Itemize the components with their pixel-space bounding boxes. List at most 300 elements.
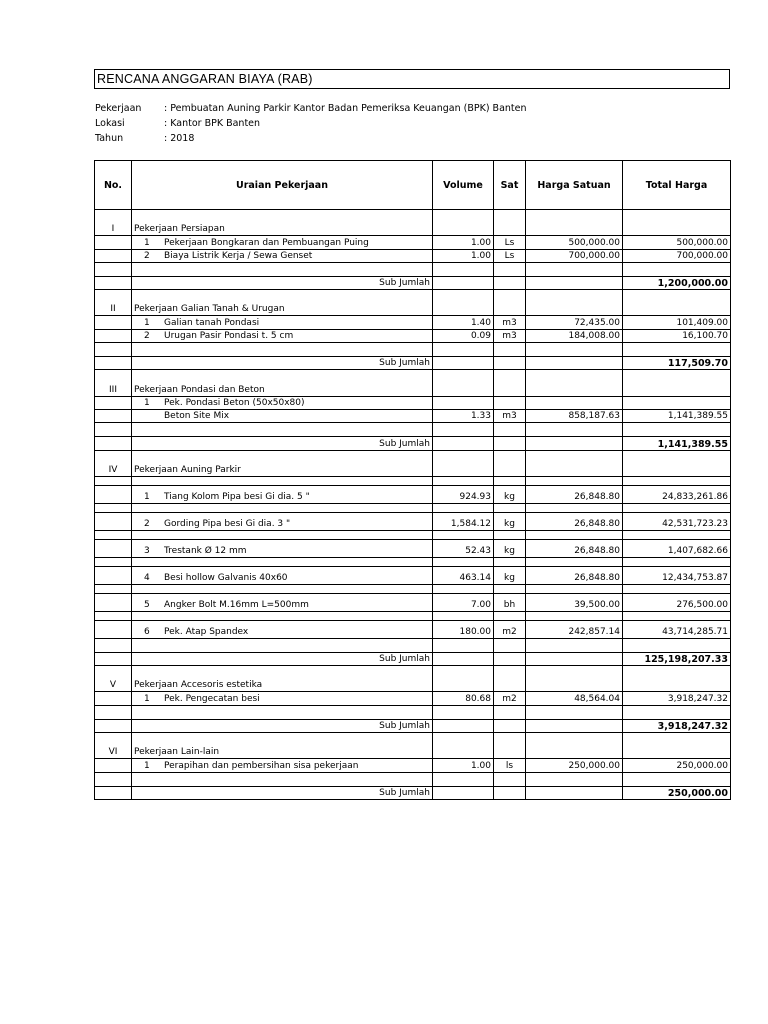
empty-cell	[494, 423, 526, 437]
spacer-row	[95, 450, 731, 464]
empty-cell	[95, 210, 132, 224]
empty-cell	[623, 584, 731, 593]
empty-cell	[623, 464, 731, 477]
empty-cell	[433, 343, 494, 357]
empty-cell	[95, 692, 132, 705]
empty-cell	[433, 733, 494, 747]
empty-cell	[494, 611, 526, 620]
empty-cell	[95, 437, 132, 450]
empty-cell	[623, 290, 731, 304]
empty-cell	[433, 786, 494, 799]
empty-cell	[526, 303, 623, 316]
item-volume: 1.40	[433, 316, 494, 329]
subtotal-label: Sub Jumlah	[132, 786, 433, 799]
empty-cell	[433, 746, 494, 759]
section-number: III	[95, 383, 132, 396]
empty-cell	[623, 638, 731, 652]
empty-cell	[623, 772, 731, 786]
info-label: Lokasi	[95, 118, 125, 129]
item-row	[95, 620, 731, 638]
item-total: 42,531,723.23	[623, 512, 731, 530]
item-volume: 463.14	[433, 566, 494, 584]
empty-cell	[95, 557, 132, 566]
item-unit-price: 26,848.80	[526, 566, 623, 584]
empty-cell	[526, 719, 623, 732]
empty-cell	[494, 450, 526, 464]
item-row	[95, 692, 731, 705]
item-total: 700,000.00	[623, 249, 731, 262]
item-number: 2	[144, 250, 150, 261]
subtotal-label: Sub Jumlah	[132, 652, 433, 665]
item-number: 1	[144, 760, 150, 771]
empty-cell	[95, 566, 132, 584]
item-text: Pekerjaan Bongkaran dan Pembuangan Puing	[164, 237, 369, 248]
item-text: Urugan Pasir Pondasi t. 5 cm	[164, 331, 294, 342]
item-row	[95, 566, 731, 584]
spacer-row	[95, 290, 731, 304]
empty-cell	[494, 223, 526, 236]
spacer-row	[95, 343, 731, 357]
item-unit-price: 39,500.00	[526, 593, 623, 611]
item-row	[95, 329, 731, 342]
spacer-row	[95, 210, 731, 224]
subtotal-value: 117,509.70	[623, 357, 731, 370]
subtotal-row	[95, 437, 731, 450]
item-unit: m3	[494, 409, 526, 422]
subtotal-label: Sub Jumlah	[132, 276, 433, 289]
item-row	[95, 539, 731, 557]
empty-cell	[623, 666, 731, 680]
rab-table	[94, 160, 731, 800]
spacer-row	[95, 705, 731, 719]
empty-cell	[95, 316, 132, 329]
item-volume: 1,584.12	[433, 512, 494, 530]
section-number: V	[95, 679, 132, 692]
item-unit: Ls	[494, 236, 526, 249]
section-row	[95, 223, 731, 236]
item-number: 2	[144, 331, 150, 342]
item-total: 1,141,389.55	[623, 409, 731, 422]
subtotal-label: Sub Jumlah	[132, 719, 433, 732]
empty-cell	[623, 503, 731, 512]
empty-cell	[132, 638, 433, 652]
empty-cell	[95, 476, 132, 485]
item-unit-price: 72,435.00	[526, 316, 623, 329]
item-unit: m3	[494, 316, 526, 329]
spacer-row	[95, 370, 731, 384]
empty-cell	[433, 666, 494, 680]
empty-cell	[526, 383, 623, 396]
empty-cell	[95, 786, 132, 799]
empty-cell	[526, 210, 623, 224]
empty-cell	[95, 611, 132, 620]
item-unit-price: 184,008.00	[526, 329, 623, 342]
empty-cell	[433, 652, 494, 665]
empty-cell	[433, 530, 494, 539]
empty-cell	[623, 557, 731, 566]
empty-cell	[494, 383, 526, 396]
item-total	[623, 396, 731, 409]
spacer-row	[95, 423, 731, 437]
empty-cell	[132, 370, 433, 384]
empty-cell	[623, 383, 731, 396]
item-number: 4	[144, 572, 150, 583]
empty-cell	[95, 638, 132, 652]
empty-cell	[494, 464, 526, 477]
empty-cell	[526, 666, 623, 680]
item-row	[95, 249, 731, 262]
section-number: VI	[95, 746, 132, 759]
empty-cell	[494, 357, 526, 370]
subtotal-label: Sub Jumlah	[132, 437, 433, 450]
empty-cell	[623, 746, 731, 759]
empty-cell	[494, 772, 526, 786]
empty-cell	[526, 557, 623, 566]
item-row	[95, 396, 731, 409]
document-title: RENCANA ANGGARAN BIAYA (RAB)	[94, 69, 730, 89]
empty-cell	[494, 343, 526, 357]
empty-cell	[95, 329, 132, 342]
empty-cell	[494, 666, 526, 680]
empty-cell	[494, 733, 526, 747]
header-uraian: Uraian Pekerjaan	[132, 161, 433, 210]
section-row	[95, 383, 731, 396]
empty-cell	[494, 584, 526, 593]
empty-cell	[95, 357, 132, 370]
item-text: Galian tanah Pondasi	[164, 317, 260, 328]
item-row	[95, 316, 731, 329]
empty-cell	[433, 638, 494, 652]
empty-cell	[494, 719, 526, 732]
info-value: : Pembuatan Auning Parkir Kantor Badan Pemeriksa Keuangan (BPK) Banten	[164, 103, 527, 114]
spacer-row	[95, 530, 731, 539]
empty-cell	[95, 423, 132, 437]
empty-cell	[623, 262, 731, 276]
item-unit-price: 26,848.80	[526, 539, 623, 557]
empty-cell	[95, 530, 132, 539]
item-description	[132, 316, 433, 329]
empty-cell	[623, 303, 731, 316]
empty-cell	[95, 503, 132, 512]
empty-cell	[433, 276, 494, 289]
item-unit	[494, 396, 526, 409]
spacer-row	[95, 503, 731, 512]
empty-cell	[623, 679, 731, 692]
empty-cell	[526, 638, 623, 652]
spacer-row	[95, 733, 731, 747]
empty-cell	[433, 423, 494, 437]
item-total: 16,100.70	[623, 329, 731, 342]
section-row	[95, 303, 731, 316]
empty-cell	[95, 620, 132, 638]
item-volume: 180.00	[433, 620, 494, 638]
item-total: 276,500.00	[623, 593, 731, 611]
subtotal-row	[95, 786, 731, 799]
empty-cell	[132, 503, 433, 512]
empty-cell	[132, 530, 433, 539]
empty-cell	[526, 772, 623, 786]
subtotal-row	[95, 357, 731, 370]
empty-cell	[95, 719, 132, 732]
empty-cell	[433, 503, 494, 512]
empty-cell	[95, 409, 132, 422]
empty-cell	[95, 539, 132, 557]
empty-cell	[526, 437, 623, 450]
section-title: Pekerjaan Auning Parkir	[132, 464, 433, 477]
empty-cell	[132, 476, 433, 485]
subtotal-value: 1,200,000.00	[623, 276, 731, 289]
item-total: 500,000.00	[623, 236, 731, 249]
subtotal-row	[95, 652, 731, 665]
empty-cell	[433, 303, 494, 316]
item-unit: m2	[494, 620, 526, 638]
info-value: : Kantor BPK Banten	[164, 118, 261, 129]
item-total: 250,000.00	[623, 759, 731, 772]
item-volume: 80.68	[433, 692, 494, 705]
section-title: Pekerjaan Accesoris estetika	[132, 679, 433, 692]
empty-cell	[132, 262, 433, 276]
empty-cell	[494, 746, 526, 759]
empty-cell	[494, 290, 526, 304]
item-text: Angker Bolt M.16mm L=500mm	[164, 599, 309, 610]
item-unit: m3	[494, 329, 526, 342]
item-unit-price: 500,000.00	[526, 236, 623, 249]
item-unit: Ls	[494, 249, 526, 262]
spacer-row	[95, 772, 731, 786]
empty-cell	[95, 236, 132, 249]
item-unit: m2	[494, 692, 526, 705]
empty-cell	[433, 210, 494, 224]
empty-cell	[623, 343, 731, 357]
item-description	[132, 759, 433, 772]
empty-cell	[95, 450, 132, 464]
item-volume	[433, 396, 494, 409]
item-unit: kg	[494, 512, 526, 530]
empty-cell	[526, 611, 623, 620]
header-no: No.	[95, 161, 132, 210]
empty-cell	[433, 557, 494, 566]
empty-cell	[623, 450, 731, 464]
empty-cell	[526, 679, 623, 692]
empty-cell	[433, 383, 494, 396]
spacer-row	[95, 611, 731, 620]
empty-cell	[494, 679, 526, 692]
empty-cell	[494, 638, 526, 652]
item-text: Besi hollow Galvanis 40x60	[164, 572, 288, 583]
subtotal-value: 1,141,389.55	[623, 437, 731, 450]
spacer-row	[95, 584, 731, 593]
empty-cell	[433, 611, 494, 620]
item-volume: 7.00	[433, 593, 494, 611]
empty-cell	[526, 733, 623, 747]
item-volume: 1.33	[433, 409, 494, 422]
empty-cell	[433, 719, 494, 732]
item-row	[95, 485, 731, 503]
empty-cell	[132, 423, 433, 437]
item-text: Beton Site Mix	[164, 411, 230, 422]
subtotal-value: 3,918,247.32	[623, 719, 731, 732]
empty-cell	[526, 276, 623, 289]
empty-cell	[95, 396, 132, 409]
item-total: 3,918,247.32	[623, 692, 731, 705]
empty-cell	[526, 503, 623, 512]
empty-cell	[95, 485, 132, 503]
item-description	[132, 566, 433, 584]
empty-cell	[95, 772, 132, 786]
subtotal-label: Sub Jumlah	[132, 357, 433, 370]
item-total: 43,714,285.71	[623, 620, 731, 638]
empty-cell	[132, 450, 433, 464]
item-number: 2	[144, 518, 150, 529]
empty-cell	[494, 303, 526, 316]
item-volume: 1.00	[433, 249, 494, 262]
item-row	[95, 593, 731, 611]
item-number: 6	[144, 626, 150, 637]
item-volume: 0.09	[433, 329, 494, 342]
empty-cell	[494, 276, 526, 289]
empty-cell	[132, 557, 433, 566]
empty-cell	[95, 652, 132, 665]
spacer-row	[95, 638, 731, 652]
empty-cell	[494, 476, 526, 485]
item-description	[132, 512, 433, 530]
item-number: 1	[144, 317, 150, 328]
empty-cell	[526, 343, 623, 357]
item-description	[132, 236, 433, 249]
spacer-row	[95, 557, 731, 566]
empty-cell	[95, 584, 132, 593]
item-unit-price: 48,564.04	[526, 692, 623, 705]
item-unit: kg	[494, 539, 526, 557]
section-title: Pekerjaan Persiapan	[132, 223, 433, 236]
empty-cell	[623, 370, 731, 384]
item-row	[95, 759, 731, 772]
empty-cell	[494, 786, 526, 799]
item-description	[132, 539, 433, 557]
item-unit: bh	[494, 593, 526, 611]
item-description	[132, 593, 433, 611]
empty-cell	[526, 370, 623, 384]
empty-cell	[95, 512, 132, 530]
item-unit: kg	[494, 485, 526, 503]
spacer-row	[95, 476, 731, 485]
empty-cell	[433, 679, 494, 692]
empty-cell	[433, 772, 494, 786]
item-number: 3	[144, 545, 150, 556]
item-text: Perapihan dan pembersihan sisa pekerjaan	[164, 760, 359, 771]
empty-cell	[526, 530, 623, 539]
empty-cell	[95, 262, 132, 276]
item-description	[132, 485, 433, 503]
info-label: Pekerjaan	[95, 103, 142, 114]
empty-cell	[623, 476, 731, 485]
item-text: Pek. Pengecatan besi	[164, 693, 260, 704]
item-number: 1	[144, 491, 150, 502]
empty-cell	[433, 290, 494, 304]
item-text: Tiang Kolom Pipa besi Gi dia. 5 "	[164, 491, 310, 502]
empty-cell	[433, 464, 494, 477]
empty-cell	[494, 530, 526, 539]
item-total: 101,409.00	[623, 316, 731, 329]
empty-cell	[494, 652, 526, 665]
item-description	[132, 249, 433, 262]
empty-cell	[95, 759, 132, 772]
item-text: Gording Pipa besi Gi dia. 3 "	[164, 518, 291, 529]
spacer-row	[95, 666, 731, 680]
empty-cell	[526, 652, 623, 665]
section-number: II	[95, 303, 132, 316]
empty-cell	[526, 705, 623, 719]
empty-cell	[433, 357, 494, 370]
empty-cell	[95, 705, 132, 719]
empty-cell	[494, 557, 526, 566]
spacer-row	[95, 262, 731, 276]
item-volume: 924.93	[433, 485, 494, 503]
section-title: Pekerjaan Galian Tanah & Urugan	[132, 303, 433, 316]
item-unit-price: 26,848.80	[526, 485, 623, 503]
empty-cell	[623, 423, 731, 437]
empty-cell	[623, 223, 731, 236]
empty-cell	[95, 733, 132, 747]
empty-cell	[95, 666, 132, 680]
empty-cell	[526, 746, 623, 759]
section-row	[95, 464, 731, 477]
item-volume: 52.43	[433, 539, 494, 557]
item-unit-price	[526, 396, 623, 409]
empty-cell	[526, 262, 623, 276]
section-number: IV	[95, 464, 132, 477]
item-volume: 1.00	[433, 759, 494, 772]
empty-cell	[526, 357, 623, 370]
empty-cell	[132, 611, 433, 620]
item-number: 1	[144, 237, 150, 248]
empty-cell	[526, 290, 623, 304]
item-volume: 1.00	[433, 236, 494, 249]
empty-cell	[526, 476, 623, 485]
empty-cell	[526, 464, 623, 477]
item-unit-price: 858,187.63	[526, 409, 623, 422]
empty-cell	[433, 223, 494, 236]
empty-cell	[433, 262, 494, 276]
empty-cell	[526, 450, 623, 464]
subtotal-value: 125,198,207.33	[623, 652, 731, 665]
empty-cell	[623, 705, 731, 719]
empty-cell	[132, 290, 433, 304]
item-text: Trestank Ø 12 mm	[164, 545, 247, 556]
empty-cell	[132, 705, 433, 719]
empty-cell	[95, 249, 132, 262]
item-description	[132, 409, 433, 422]
empty-cell	[132, 584, 433, 593]
item-unit-price: 700,000.00	[526, 249, 623, 262]
table-header-row	[95, 161, 731, 210]
empty-cell	[95, 290, 132, 304]
empty-cell	[494, 370, 526, 384]
item-text: Biaya Listrik Kerja / Sewa Genset	[164, 250, 313, 261]
item-text: Pek. Atap Spandex	[164, 626, 249, 637]
empty-cell	[494, 437, 526, 450]
empty-cell	[526, 786, 623, 799]
empty-cell	[132, 210, 433, 224]
empty-cell	[433, 476, 494, 485]
empty-cell	[95, 276, 132, 289]
info-value: : 2018	[164, 133, 195, 144]
section-number: I	[95, 223, 132, 236]
section-row	[95, 746, 731, 759]
empty-cell	[95, 343, 132, 357]
header-sat: Sat	[494, 161, 526, 210]
empty-cell	[623, 210, 731, 224]
